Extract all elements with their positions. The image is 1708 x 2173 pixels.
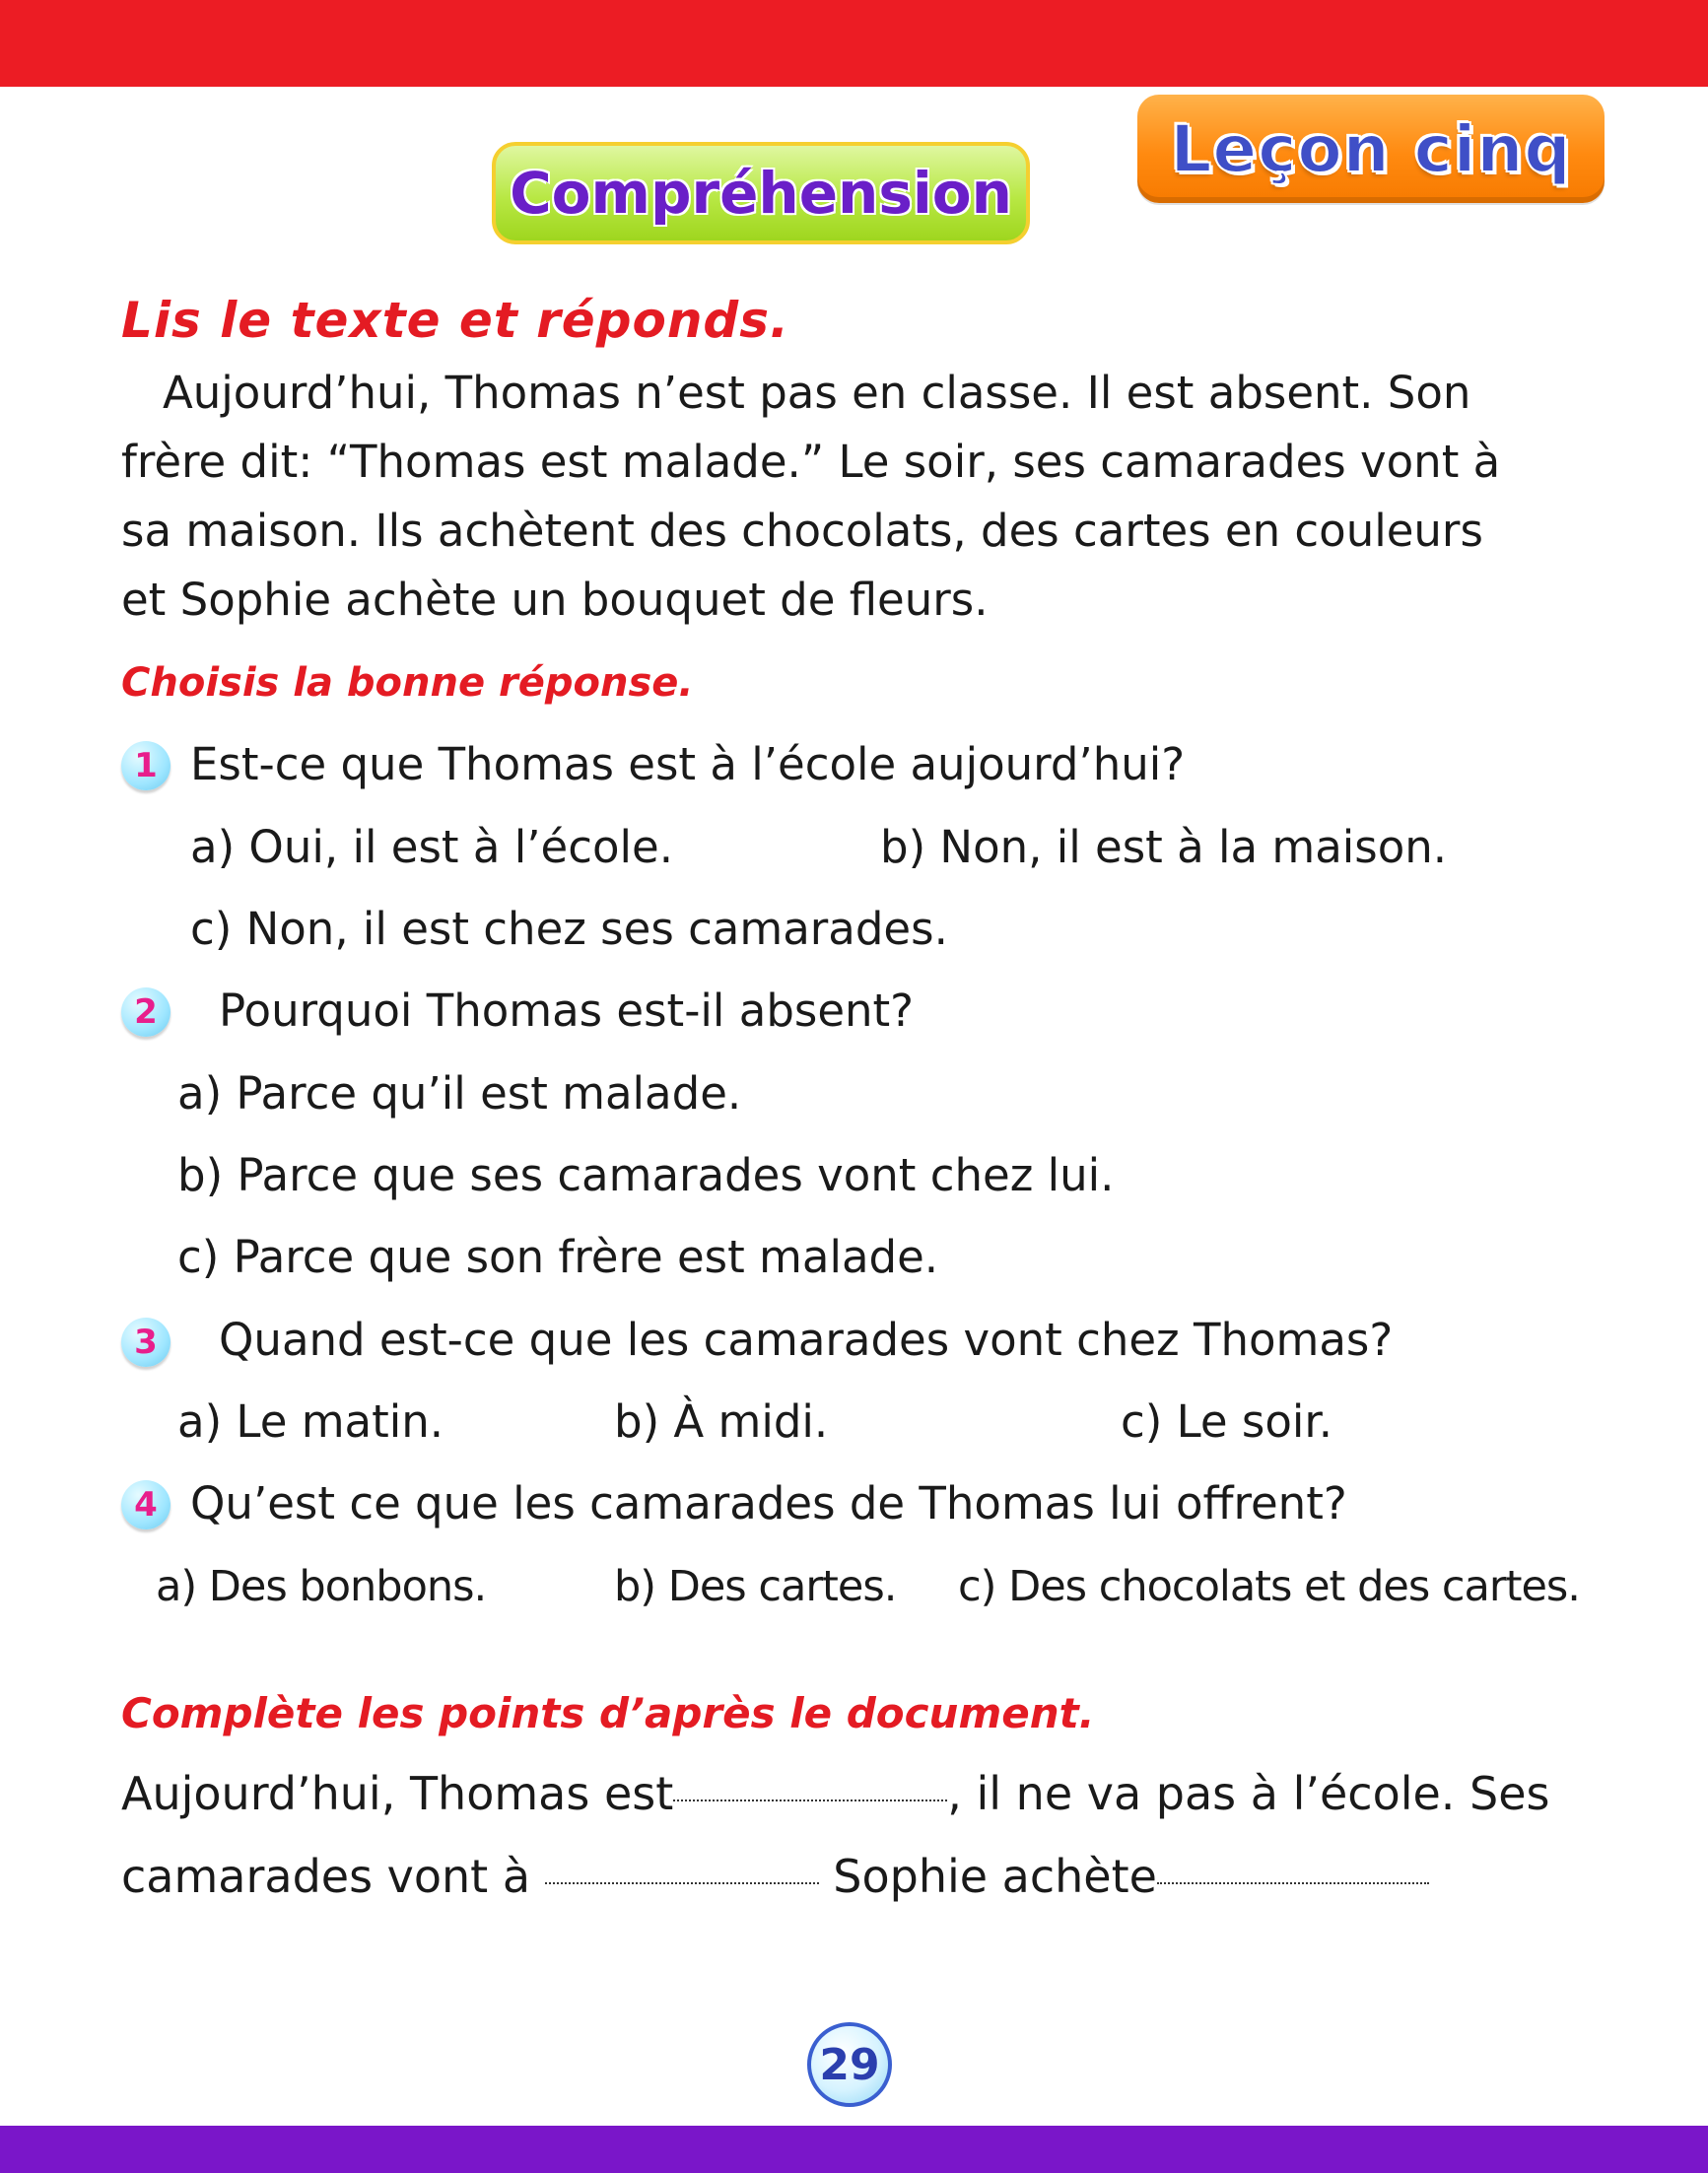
passage-line: frère dit: “Thomas est malade.” Le soir, ses camarades vont à bbox=[121, 436, 1501, 488]
lesson-title: Leçon cinq bbox=[1170, 110, 1572, 187]
fill-line-1-end: , il ne va pas à l’école. Ses bbox=[947, 1767, 1550, 1820]
lesson-badge bbox=[1137, 95, 1605, 203]
question-3-text: Quand est-ce que les camarades vont chez Thomas? bbox=[219, 1314, 1394, 1366]
fill-line-1-start: Aujourd’hui, Thomas est bbox=[121, 1767, 674, 1820]
question-4-option-b[interactable]: b) Des cartes. bbox=[614, 1562, 897, 1611]
question-number-3: 3 bbox=[121, 1318, 171, 1367]
question-1-option-a[interactable]: a) Oui, il est à l’école. bbox=[190, 821, 674, 873]
question-3-option-a[interactable]: a) Le matin. bbox=[177, 1395, 444, 1448]
question-3-option-c[interactable]: c) Le soir. bbox=[1121, 1395, 1333, 1448]
question-1-option-c[interactable]: c) Non, il est chez ses camarades. bbox=[190, 903, 948, 955]
question-4-text: Qu’est ce que les camarades de Thomas lui offrent? bbox=[190, 1477, 1347, 1529]
reading-instruction: Lis le texte et réponds. bbox=[121, 292, 789, 349]
section-title: Compréhension bbox=[510, 160, 1012, 227]
question-2-option-a[interactable]: a) Parce qu’il est malade. bbox=[177, 1067, 742, 1120]
question-number-2: 2 bbox=[121, 987, 171, 1037]
page-number: 29 bbox=[807, 2022, 892, 2107]
fill-line-2 bbox=[121, 1847, 1429, 1906]
question-4-option-c[interactable]: c) Des chocolats et des cartes. bbox=[958, 1562, 1580, 1611]
fill-line-1 bbox=[121, 1764, 1550, 1823]
section-badge bbox=[492, 142, 1030, 244]
question-3-option-b[interactable]: b) À midi. bbox=[614, 1395, 829, 1448]
blank-3[interactable] bbox=[1157, 1882, 1429, 1884]
question-number-1: 1 bbox=[121, 741, 171, 790]
blank-1[interactable] bbox=[673, 1800, 947, 1801]
bottom-color-bar bbox=[0, 2126, 1708, 2173]
question-2-text: Pourquoi Thomas est-il absent? bbox=[219, 985, 915, 1037]
question-2-option-b[interactable]: b) Parce que ses camarades vont chez lui. bbox=[177, 1149, 1115, 1201]
fill-line-2-start: camarades vont à bbox=[121, 1850, 545, 1903]
blank-2[interactable] bbox=[545, 1882, 819, 1884]
question-1-option-b[interactable]: b) Non, il est à la maison. bbox=[880, 821, 1448, 873]
question-number-4: 4 bbox=[121, 1480, 171, 1529]
fill-line-2-middle: Sophie achète bbox=[818, 1850, 1157, 1903]
passage-line: et Sophie achète un bouquet de fleurs. bbox=[121, 574, 989, 626]
reading-passage bbox=[121, 359, 1600, 635]
passage-line: sa maison. Ils achètent des chocolats, des cartes en couleurs bbox=[121, 505, 1483, 557]
passage-line: Aujourd’hui, Thomas n’est pas en classe. Il est absent. Son bbox=[163, 367, 1471, 419]
question-4-option-a[interactable]: a) Des bonbons. bbox=[156, 1562, 487, 1611]
question-2-option-c[interactable]: c) Parce que son frère est malade. bbox=[177, 1231, 939, 1283]
choose-instruction: Choisis la bonne réponse. bbox=[121, 660, 694, 706]
question-1-text: Est-ce que Thomas est à l’école aujourd’hui? bbox=[190, 738, 1186, 790]
complete-instruction: Complète les points d’après le document. bbox=[121, 1689, 1095, 1737]
top-color-bar bbox=[0, 0, 1708, 87]
